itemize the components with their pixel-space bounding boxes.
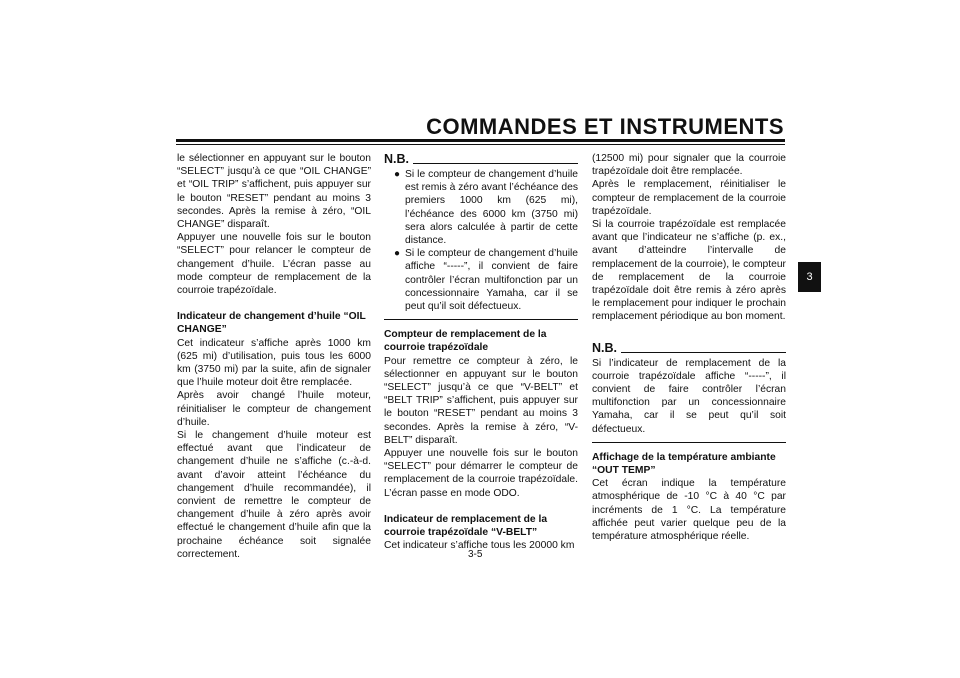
section-heading-belt-counter: Compteur de remplacement de la courroie trapézoïdale [384, 329, 547, 354]
paragraph: Après le remplacement, réinitialiser le compteur de remplacement de la courroie trapézoïdale. [592, 179, 786, 217]
note-rule [621, 352, 786, 353]
note-end-rule [384, 319, 578, 320]
note-list [384, 168, 578, 313]
page-number: 3-5 [468, 549, 483, 560]
paragraph: Cet écran indique la température atmosphérique de -10 °C à 40 °C par incréments de 1 °C. La température affichée peut varier quelque peu de la température atmosphérique réelle. [592, 478, 786, 543]
bullet-icon: ● [394, 248, 401, 260]
list-item: ● Si le compteur de changement d’huile affiche “-----”, il convient de faire contrôler l’écran multifonction par un concessionnaire Yamaha, car il se peut qu’il soit défectueux. [384, 247, 578, 313]
bullet-icon: ● [394, 169, 401, 180]
column-left [177, 152, 371, 561]
paragraph: Après avoir changé l’huile moteur, réinitialiser le compteur de changement d’huile. [177, 390, 371, 428]
paragraph: Si le changement d’huile moteur est effectué avant que l’indicateur de changement d’huile ne s’affiche (c.-à-d. avant d’avoir atteint l’échéance du changement d’huile recommandée), il convient de remettre le compteur de changement d’huile à zéro après avoir effectué le changement d’huile afin que la prochaine échéance soit signalée correctement. [177, 430, 371, 560]
note-label: N.B. [592, 340, 617, 355]
section-heading-v-belt: Indicateur de remplacement de la courroie trapézoïdale “V-BELT” [384, 513, 548, 539]
section-heading-oil-change: Indicateur de changement d’huile “OIL CHANGE” [177, 311, 366, 336]
column-right [592, 152, 786, 543]
note-label: N.B. [384, 152, 409, 166]
note-header [384, 152, 578, 166]
paragraph: le sélectionner en appuyant sur le bouton “SELECT” jusqu’à ce que “OIL CHANGE” et “OIL TRIP” s’affichent, puis appuyer sur le bouton “RESET” pendant au moins 3 secondes. Après la remise à zéro, “OIL CHANGE” disparaît. [177, 153, 371, 231]
column-middle [384, 152, 578, 552]
page-title: COMMANDES ET INSTRUMENTS [426, 114, 784, 139]
list-item: ● Si le compteur de changement d’huile est remis à zéro avant l’échéance des premiers 1000 km (625 mi), l’échéance des 6000 km (3750 mi) sera alors calculée à partir de cette distance. [384, 168, 578, 247]
note-rule [413, 163, 578, 164]
header-rule-thick [176, 139, 785, 142]
paragraph: Cet indicateur s’affiche tous les 20000 km [384, 540, 575, 552]
paragraph: (12500 mi) pour signaler que la courroie trapézoïdale doit être remplacée. [592, 153, 786, 178]
note-text: Si l’indicateur de remplacement de la courroie trapézoïdale affiche “-----”, il convient de faire contrôler l’écran multifonction par un concessionnaire Yamaha, car il se peut qu’il soit défectueux. [592, 357, 786, 435]
note-end-rule [592, 442, 786, 443]
paragraph: Cet indicateur s’affiche après 1000 km (625 mi) d’utilisation, puis tous les 6000 km (3750 mi) par la suite, afin de signaler que l’huile moteur doit être remplacée. [177, 337, 371, 389]
chapter-tab: 3 [798, 262, 821, 292]
section-heading-out-temp: Affichage de la température ambiante “OUT TEMP” [592, 451, 776, 477]
note-header [592, 341, 786, 355]
header-rule-thin [176, 144, 785, 145]
paragraph: Pour remettre ce compteur à zéro, le sélectionner en appuyant sur le bouton “SELECT” jusqu’à ce que “V-BELT” et “BELT TRIP” s’affichent, puis appuyer sur le bouton “RESET” pendant au moins 3 secondes. Après la remise à zéro, “V-BELT” disparaît. [384, 355, 578, 446]
paragraph: Si la courroie trapézoïdale est remplacée avant que l’indicateur ne s’affiche (p. ex., avant d’atteindre l’intervalle de remplacement de la courroie), le compteur de remplacement de la courroie trapézoïdale doit être remis à zéro après le remplacement pour indiquer le prochain remplacement périodique au bon moment. [592, 219, 786, 323]
paragraph: Appuyer une nouvelle fois sur le bouton “SELECT” pour relancer le compteur de changement d’huile. L’écran passe au mode compteur de remplacement de la courroie trapézoïdale. [177, 232, 371, 297]
paragraph: Appuyer une nouvelle fois sur le bouton “SELECT” pour démarrer le compteur de remplacement de la courroie trapézoïdale. L’écran passe en mode ODO. [384, 448, 578, 499]
